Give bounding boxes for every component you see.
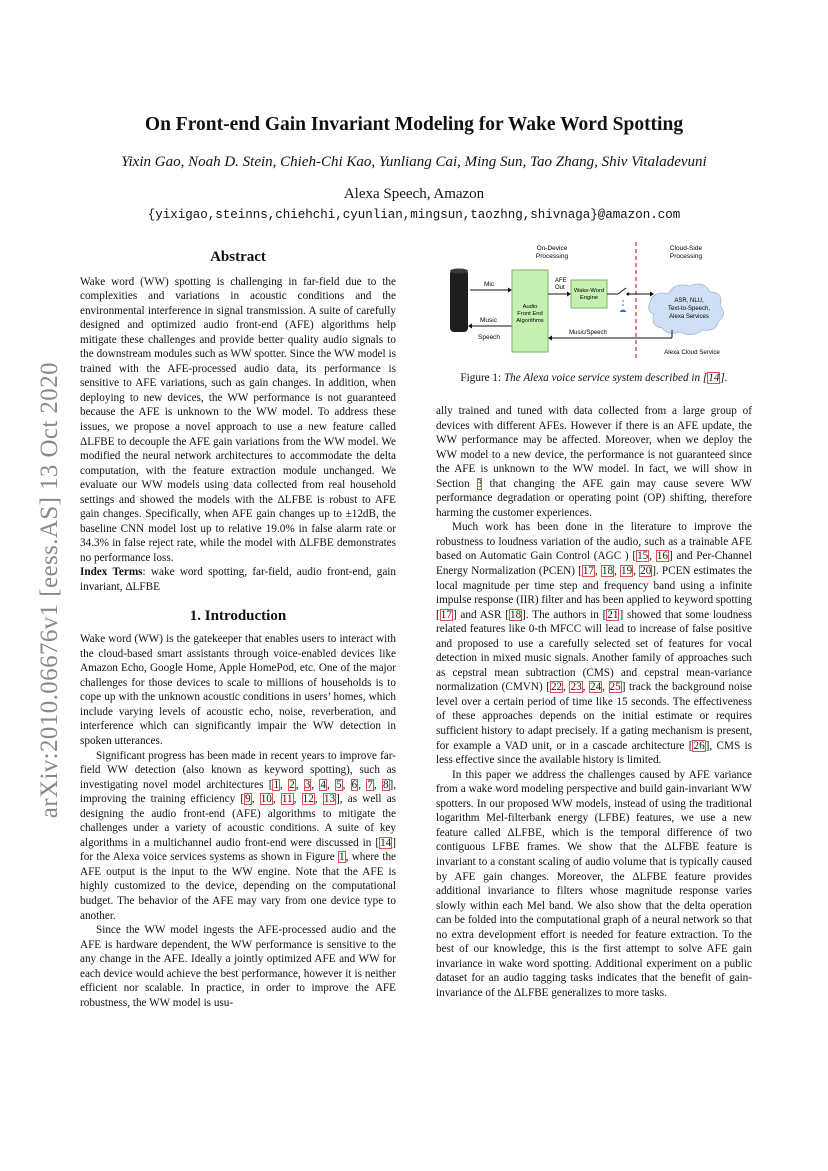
cite[interactable]: 19 <box>621 565 633 578</box>
rp2-f: showed that some loudness related features like 0-th MFCC will lead to increase of false positive and proposed to use a carefully selected set of features for vocal detection in mixed music signals. Another family of approaches such as cepstral mean subtraction (CMS) and cepstral mean-variance normalization (CMVN) <box>436 608 752 694</box>
paper-title: On Front-end Gain Invariant Modeling for Wake Word Spotting <box>144 114 684 135</box>
wake-word-engine-box <box>571 280 607 308</box>
afe-out-label: AFE <box>555 278 567 284</box>
caption-text: The Alexa voice service system described in <box>503 372 703 384</box>
rp2-d: and ASR <box>456 608 506 621</box>
cloud-side-label: Cloud-Side <box>669 245 703 252</box>
switch-icon <box>618 288 626 294</box>
mic-label: Mic <box>484 281 495 288</box>
right-paragraph-3: In this paper we address the challenges caused by AFE variance from a wake word modeling perspective and build gain-invariant WW spotters. In our proposed WW models, instead of using the traditional logarithm Mel-filterbank energy (LFBE) features, we use a new feature called ΔLFBE, which is the temporal difference of two contiguous LFBE frames. We show that the ΔLFBE feature is invariant to a constant scaling of audio volume that is typically caused by AFE gain changes. Moreover, the ΔLFBE feature provides additional invariance to filters whose magnitude response varies slowly within each Mel band. We also show that the delta operation can be folded into the computational graph of a neural network so that no extra development effort is needed for feature extraction. To the best of our knowledge, this is the first attempt to solve AFE gain invariance in wake word spotting. Additional experiment on a public dataset for an audio tagging tasks indicates that the benefit of gain-invariance of the ΔLFBE generalizes to more tasks. <box>436 768 752 999</box>
cite[interactable]: 18 <box>509 608 522 621</box>
cite[interactable]: 13 <box>323 793 336 806</box>
rp2-h: , CMS is less effective since the available history is limited. <box>436 739 752 767</box>
right-column <box>436 404 752 1000</box>
arxiv-stamp[interactable]: arXiv:2010.06676v1 [eess.AS] 13 Oct 2020 <box>36 362 63 819</box>
rp2-e: . The authors in <box>525 608 603 621</box>
cite[interactable]: 4 <box>320 778 326 791</box>
right-paragraph-2: Much work has been done in the literature to improve the robustness to loudness variation of the audio, such as a trainable AFE based on Automatic Gain Control (AGC ) [15, 16] and Per-Channel Energy Normalization (PCEN) [17, 18, 19, 20]. PCEN estimates the local magnitude per time step and frequency band using a infinite impulse response (IIR) filter and has been applied to keyword spotting [17] and ASR [18]. The authors in [21] showed that some loudness related features like 0-th MFCC will lead to increase of false positive and proposed to use a carefully selected set of features for vocal detection in mixed music signals. Another family of approaches such as cepstral mean subtraction (CMS) and cepstral mean-variance normalization (CMVN) [22, 23, 24, 25] track the background noise level over a certain period of time like 15 seconds. The effectiveness of these approaches depends on the initial estimate or requires sufficient history to adapt precisely. If a gating mechanism is present, for example a VAD unit, or in a cascade architecture [26], CMS is less effective since the available history is limited. <box>436 521 753 767</box>
rp2-b: and Per-Channel Energy Normalization (PCEN) <box>436 550 752 578</box>
afe-box-label-3: Algorithms <box>516 318 544 324</box>
cite[interactable]: 16 <box>656 550 668 563</box>
rp2-c: . PCEN estimates the local magnitude per time step and frequency band using a infinite impulse response (IIR) filter and has been applied to keyword spotting <box>436 565 753 607</box>
arrow-head-icon <box>468 324 472 329</box>
cite[interactable]: 3 <box>304 778 311 791</box>
cite[interactable]: 9 <box>245 793 251 806</box>
cite[interactable]: 15 <box>637 550 649 563</box>
intro-heading: 1. Introduction <box>189 607 287 624</box>
affiliation: Alexa Speech, Amazon <box>343 186 485 202</box>
cloud-label-1: ASR, NLU, <box>674 298 704 304</box>
cite[interactable]: 12 <box>302 793 314 806</box>
section-ref[interactable]: 3 <box>476 477 483 490</box>
index-terms-label: Index Terms <box>80 566 143 579</box>
rp2-a: Much work has been done in the literature to improve the robustness to loudness variation of the audio, such as a trainable AFE based on Automatic Gain Control (AGC ) <box>436 521 752 563</box>
echo-device-icon <box>450 270 468 332</box>
ww-box-label-1: Wake-Word <box>573 288 605 294</box>
cite[interactable]: 25 <box>609 681 621 694</box>
author-list: Yixin Gao, Noah D. Stein, Chieh-Chi Kao, Yunliang Cai, Ming Sun, Tao Zhang, Shiv Vitaladevuni <box>121 154 707 170</box>
abstract-text: Wake word (WW) spotting is challenging in far-field due to the complexities and variations in acoustic conditions and the environmental interference in signal transmission. A suite of carefully designed and optimized audio front-end (AFE) algorithms help mitigate these challenges and provide better quality audio signals to the downstream modules such as WW spotter. Since the WW model is trained with the AFE-processed audio data, its performance is sensitive to AFE variations, such as gain changes. In addition, when deploying to new devices, the WW performance is not guaranteed because the AFE is unknown to the WW model. To address these issues, we propose a novel approach to use a new feature called ΔLFBE to decouple the AFE gain variations from the WW model. We modified the neural network architectures to accommodate the delta computation, with the feature extraction module unchanged. We evaluate our WW models using data collected from real household settings and showed the models with the ΔLFBE is robust to AFE gain changes. Specifically, when AFE gain changes up to ±12dB, the baseline CNN model lost up to relative 19.0% in false alarm rate or 34.3% in false reject rate, while the model with ΔLFBE demonstrates no performance loss. <box>80 275 396 564</box>
cite[interactable]: 1 <box>273 778 280 791</box>
intro-p2-text-c: , as well as designing the audio front-end (AFE) algorithms to mitigate the challenges under a variety of acoustic conditions. A suite of key algorithms in a multichannel audio front-end were discussed in <box>80 793 397 849</box>
cite[interactable]: 8 <box>382 778 389 791</box>
cite[interactable]: 23 <box>570 681 582 694</box>
afe-out-label-2: Out <box>555 285 565 291</box>
rp2-g: track the background noise level over a certain period of time like 15 seconds. The effectiveness of these approaches depends on the initial estimate or requires sufficient history to adapt precisely. If a gating mechanism is present, for example a VAD unit, or in a cascade architecture <box>436 681 752 752</box>
cite[interactable]: 18 <box>601 565 614 578</box>
cite[interactable]: 17 <box>582 565 594 578</box>
arrow-head-icon <box>548 336 552 341</box>
cite[interactable]: 7 <box>367 778 373 791</box>
afe-box-label-1: Audio <box>522 304 538 310</box>
wake-signal-icon <box>620 310 626 312</box>
intro-p2-text-e: , where the AFE output is the input to the WW engine. Note that the AFE is highly customized to the device, depending on the computational budget. The behavior of the AFE may vary from one device type to another. <box>80 851 396 922</box>
on-device-label-2: Processing <box>535 253 569 260</box>
cite[interactable]: 11 <box>281 793 293 806</box>
arrow-head-icon <box>508 288 512 293</box>
cloud-side-label-2: Processing <box>669 253 703 260</box>
index-terms <box>80 565 396 594</box>
figure-ref[interactable]: 1 <box>339 851 345 864</box>
index-terms-text: : wake word spotting, far-field, audio front-end, gain invariant, ΔLFBE <box>80 566 396 594</box>
intro-paragraph-3: Since the WW model ingests the AFE-processed audio and the AFE is hardware dependent, the WW performance is sensitive to the any change in the AFE. Ideally a jointly optimized AFE and WW for each device would achieve the best performance, however it is neither efficient nor scalable. In practice, in order to improve the AFE robustness, the WW model is usu- <box>80 924 396 1009</box>
cite[interactable]: 14 <box>380 836 392 849</box>
arrow-head-icon <box>567 292 571 297</box>
speech-label: Speech <box>478 334 501 341</box>
afe-box-label-2: Front End <box>517 311 543 317</box>
rp1-text-a: ally trained and tuned with data collected from a large group of devices with different AFEs. However if there is an AFE update, the WW performance may be affected. Moreover, when we deploy the WW model to a new device, the performance is not guaranteed since the AFE is unknown to the WW model. In fact, we will show in Section <box>436 405 752 490</box>
alexa-system-diagram <box>440 242 750 360</box>
cite[interactable]: 2 <box>289 778 295 791</box>
music-label: Music <box>480 317 497 324</box>
cite[interactable]: 17 <box>440 608 452 621</box>
intro-p2-text-d: for the Alexa voice services systems as shown in Figure <box>80 851 338 864</box>
caption-label: Figure 1: <box>460 372 502 384</box>
intro-p2-text-a: Significant progress has been made in recent years to improve far-field WW detection (also known as keyword spotting), such as investigating novel model architectures <box>80 749 396 791</box>
cloud-label-2: Text-to-Speech, <box>667 306 711 312</box>
echo-top-icon <box>450 269 468 274</box>
author-emails: {yixigao,steinns,chiehchi,cyunlian,mingsun,taozhng,shivnaga}@amazon.com <box>147 208 681 222</box>
left-column <box>80 250 396 1010</box>
right-paragraph-1 <box>436 404 752 520</box>
cite[interactable]: 26 <box>693 739 705 752</box>
intro-paragraph-2: Significant progress has been made in recent years to improve far-field WW detection (also known as keyword spotting), such as investigating novel model architectures [1, 2, 3, 4, 5, 6, 7, 8], improving the training efficiency [9, 10, 11, 12, 13], as well as designing the audio front-end (AFE) algorithms to mitigate the challenges under a variety of acoustic conditions. A suite of key algorithms in a multichannel audio front-end were discussed in [14] for the Alexa voice services systems as shown in Figure 1, where the AFE output is the input to the WW engine. Note that the AFE is highly customized to the device, depending on the computational budget. The behavior of the AFE may vary from one device type to another. <box>80 749 397 922</box>
on-device-label: On-Device <box>536 245 568 252</box>
cite[interactable]: 22 <box>550 681 563 694</box>
cite[interactable]: 10 <box>260 793 272 806</box>
cite[interactable]: 21 <box>607 608 619 621</box>
intro-p2-text-b: , improving the training efficiency <box>80 778 397 806</box>
cite[interactable]: 6 <box>351 778 358 791</box>
cloud-service-label: Alexa Cloud Service <box>664 349 720 356</box>
cite[interactable]: 24 <box>589 681 602 694</box>
intro-paragraph-1: Wake word (WW) is the gatekeeper that enables users to interact with the cloud-based smart assistants through voice-enabled devices like Amazon Echo, Google Home, Apple HomePod, etc. One of the major challenges for those devices to scale to millions of households is to cope up with the unknown acoustic conditions in users’ homes, which include varying levels of acoustic echo, noise, reverberation, and interference which can significantly impair the WW detection in spoken utterances. <box>80 633 396 747</box>
ww-box-label-2: Engine <box>579 295 599 301</box>
cite[interactable]: 5 <box>336 778 342 791</box>
music-speech-label: Music/Speech <box>569 330 607 336</box>
rp1-text-b: that changing the AFE gain may cause severe WW performance degradation or operating point (OP) shifting, therefore harming the customer experiences. <box>436 477 752 519</box>
figure-caption: Figure 1: The Alexa voice service system described in [14]. <box>460 372 728 384</box>
cite[interactable]: 14 <box>708 372 720 384</box>
cloud-label-3: Alexa Services <box>669 314 709 320</box>
abstract-heading: Abstract <box>210 249 266 265</box>
cite[interactable]: 20 <box>640 565 652 578</box>
